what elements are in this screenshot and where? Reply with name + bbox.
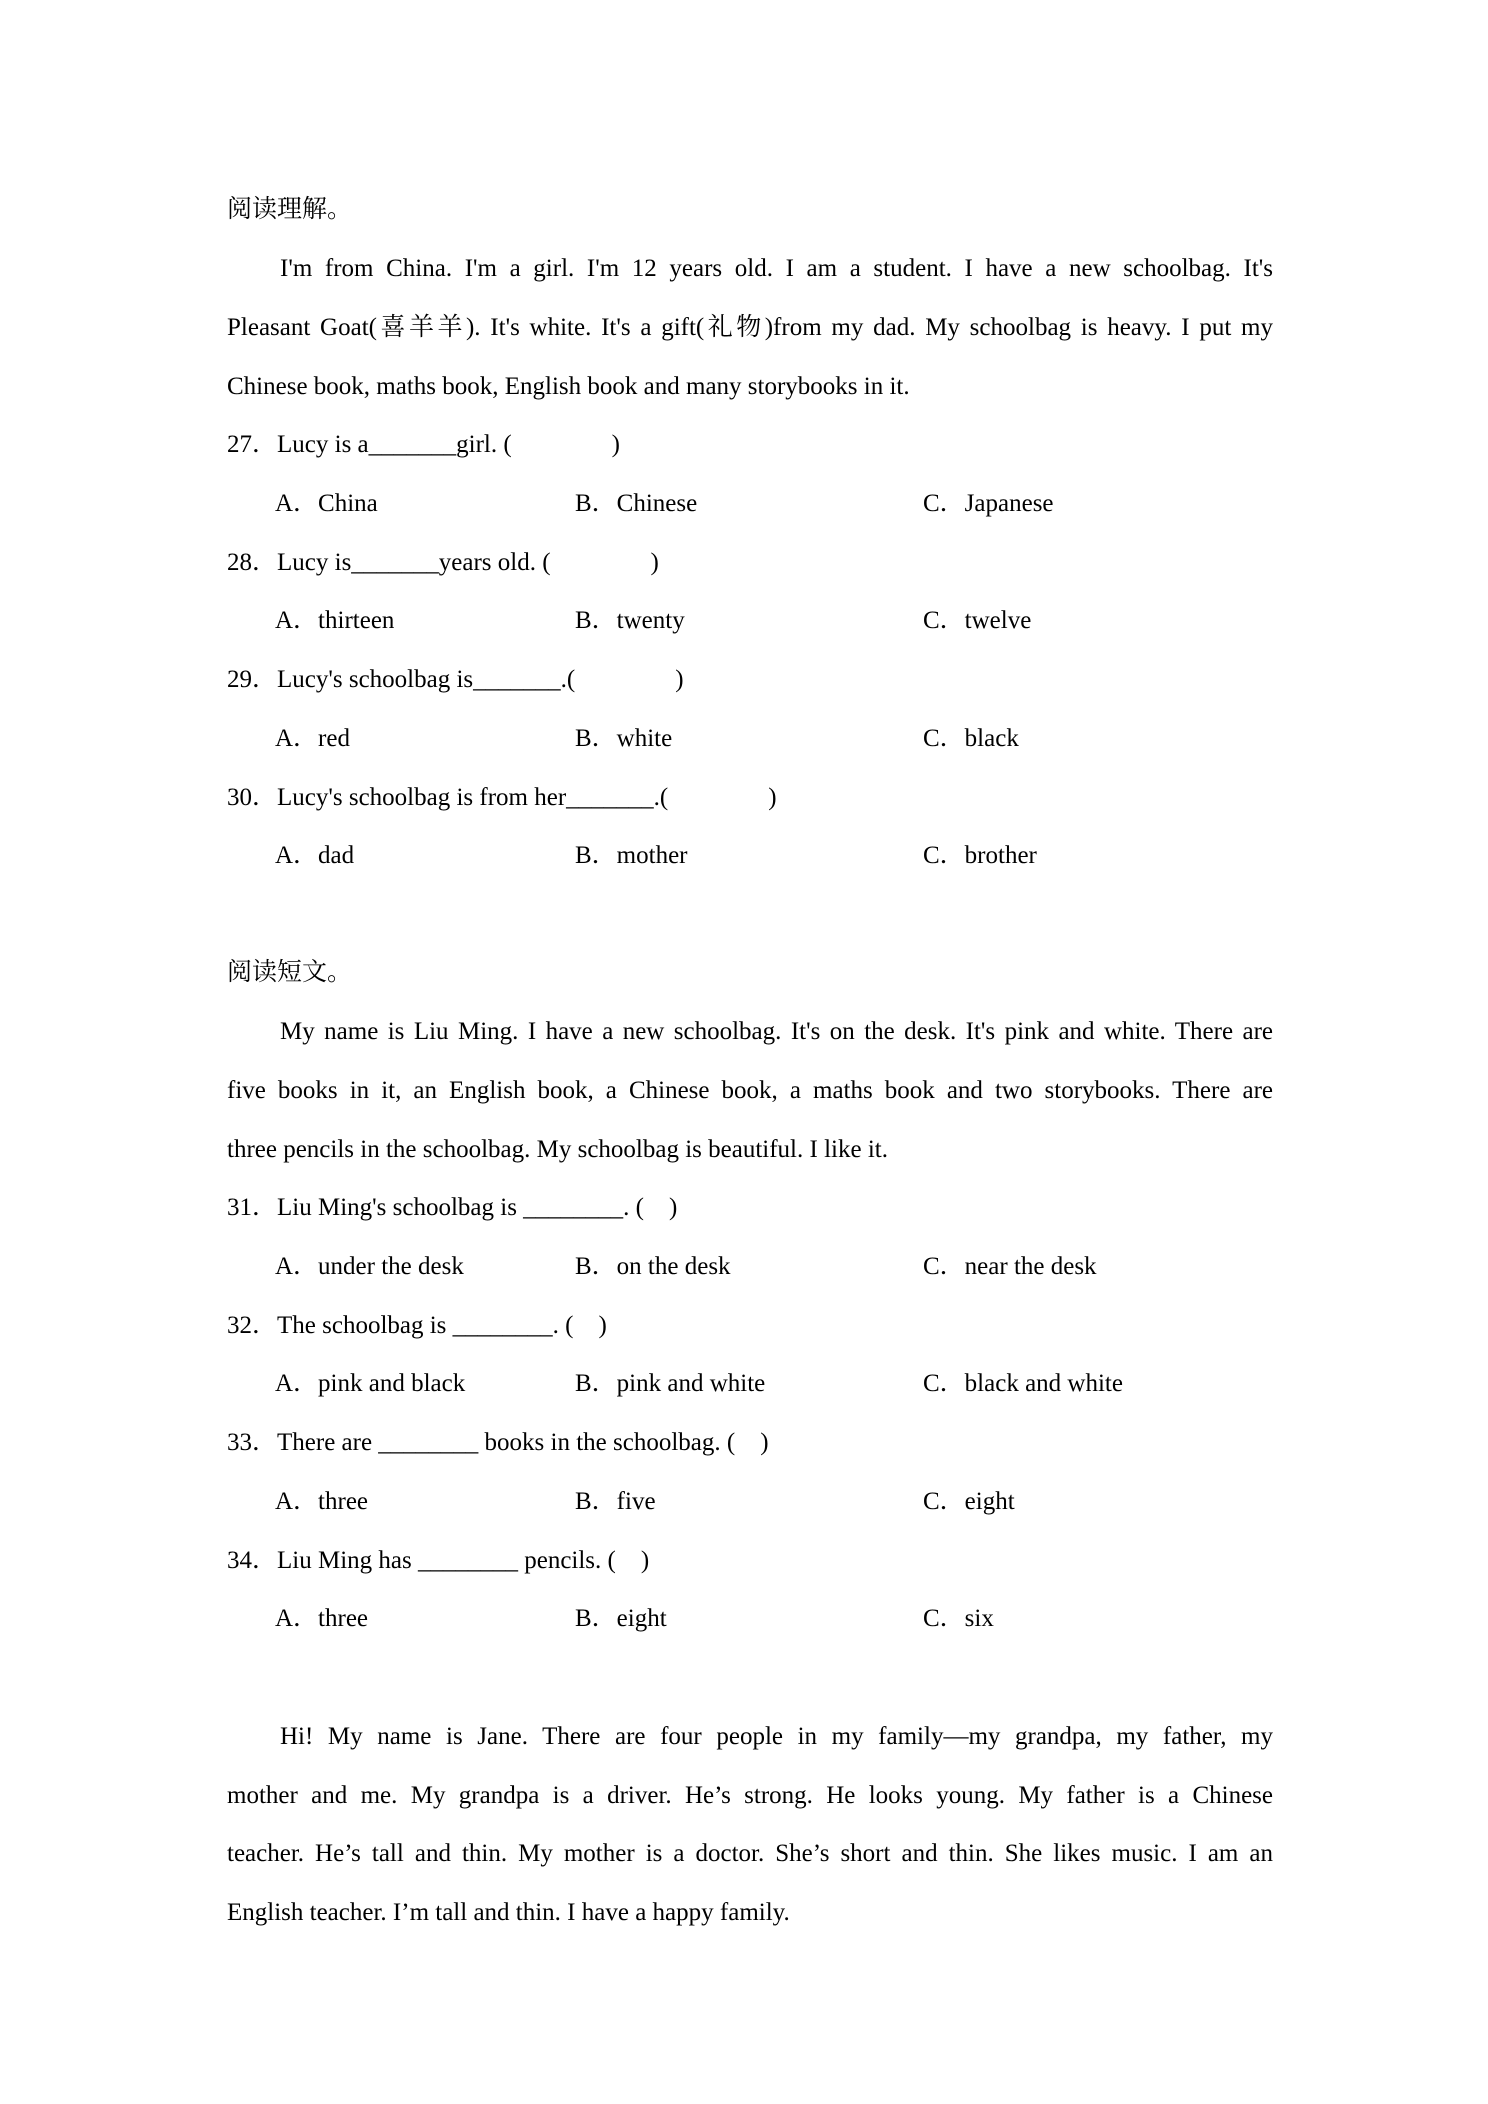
option-c: C．eight [923,1488,1015,1515]
option-b: B．on the desk [575,1253,731,1280]
option-b: B．mother [575,842,688,869]
question-stem: 29．Lucy's schoolbag is_______.( ) [227,666,684,693]
option-b: B．white [575,725,673,752]
option-a: A．China [275,490,378,517]
option-c: C．six [923,1605,994,1632]
question-stem: 27．Lucy is a_______girl. ( ) [227,431,621,458]
passage-line: Hi! My name is Jane. There are four people in my family—my grandpa, my father, my [280,1723,1273,1750]
passage-line: Chinese book, maths book, English book and many storybooks in it. [227,373,910,400]
option-a: A．thirteen [275,607,395,634]
option-c: C．twelve [923,607,1032,634]
passage-line: five books in it, an English book, a Chinese book, a maths book and two storybooks. There are [227,1077,1273,1104]
option-b: B．Chinese [575,490,698,517]
option-a: A．pink and black [275,1370,466,1397]
option-c: C．near the desk [923,1253,1097,1280]
option-c: C．Japanese [923,490,1054,517]
option-b: B．pink and white [575,1370,766,1397]
question-stem: 34．Liu Ming has ________ pencils. ( ) [227,1547,650,1574]
option-a: A．three [275,1488,369,1515]
question-stem: 31．Liu Ming's schoolbag is ________. ( ) [227,1194,678,1221]
option-b: B．twenty [575,607,685,634]
passage-line: teacher. He’s tall and thin. My mother is a doctor. She’s short and thin. She likes music. I am an [227,1840,1273,1867]
passage-line: mother and me. My grandpa is a driver. He’s strong. He looks young. My father is a Chinese [227,1782,1273,1809]
question-stem: 33．There are ________ books in the schoolbag. ( ) [227,1429,769,1456]
option-a: A．three [275,1605,369,1632]
section-heading: 阅读理解。 [227,196,353,223]
question-stem: 28．Lucy is_______years old. ( ) [227,549,659,576]
passage-line: three pencils in the schoolbag. My schoolbag is beautiful. I like it. [227,1136,888,1163]
option-c: C．black [923,725,1019,752]
option-a: A．under the desk [275,1253,464,1280]
passage-line: I'm from China. I'm a girl. I'm 12 years old. I am a student. I have a new schoolbag. It's [280,255,1273,282]
question-stem: 32．The schoolbag is ________. ( ) [227,1312,607,1339]
option-a: A．dad [275,842,355,869]
question-stem: 30．Lucy's schoolbag is from her_______.( ) [227,784,777,811]
option-c: C．black and white [923,1370,1123,1397]
option-b: B．five [575,1488,656,1515]
passage-line: My name is Liu Ming. I have a new schoolbag. It's on the desk. It's pink and white. There are [280,1018,1273,1045]
section-heading: 阅读短文。 [227,959,353,986]
option-c: C．brother [923,842,1037,869]
option-a: A．red [275,725,350,752]
passage-line: Pleasant Goat(喜羊羊). It's white. It's a gift(礼物)from my dad. My schoolbag is heavy. I put my [227,314,1273,341]
option-b: B．eight [575,1605,667,1632]
passage-line: English teacher. I’m tall and thin. I have a happy family. [227,1899,790,1926]
